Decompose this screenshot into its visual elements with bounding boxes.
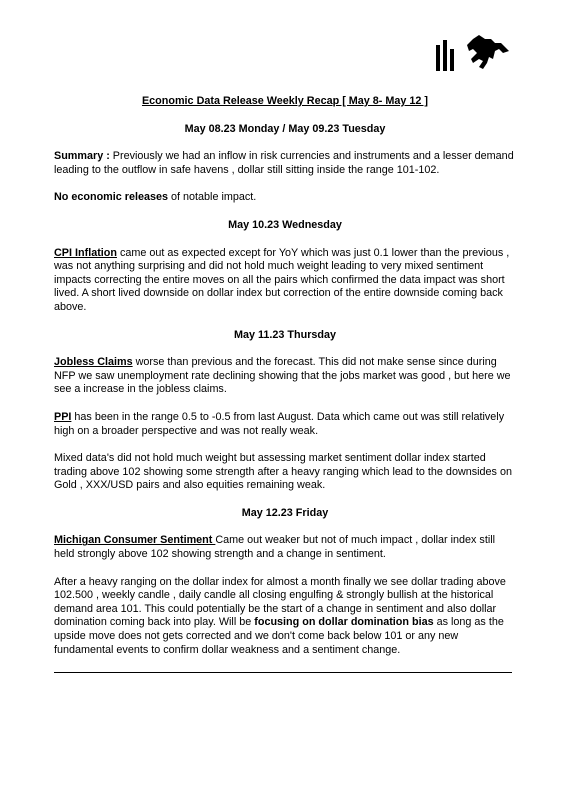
mixed-data-paragraph: Mixed data's did not hold much weight but assessing market sentiment dollar index started trading above 102 showing some strength after a heavy ranging which lead to the downsides on Gold , XXX/USD pairs and also equities remaining weak. <box>54 452 512 492</box>
paragraph-text: Came out weaker but not of much impact , dollar index still held strongly above 102 showing strength and a change in sentiment. <box>54 534 496 561</box>
paragraph-text-tail: as long as the upside move does not gets corrected and we don't come back below 101 or any new fundamental events to confirm dollar weakness and a sentiment change. <box>54 616 504 656</box>
section-heading-friday: May 12.23 Friday <box>241 506 329 519</box>
section-heading-mon-tue: May 08.23 Monday / May 09.23 Tuesday <box>184 122 386 135</box>
paragraph-lead: PPI <box>54 410 72 423</box>
section-heading-wednesday: May 10.23 Wednesday <box>228 218 342 231</box>
jobless-claims-paragraph <box>54 356 516 397</box>
footer-divider <box>54 672 512 673</box>
brand-logo-icon <box>433 33 515 73</box>
paragraph-lead: CPI Inflation <box>54 246 117 259</box>
paragraph-lead: Jobless Claims <box>54 356 133 369</box>
paragraph-text: worse than previous and the forecast. This did not make sense since during NFP we saw unemployment rate declining showing that the jobs market was good , but here we see a increase in the jobless claims. <box>54 356 511 396</box>
recap-document <box>54 95 516 671</box>
no-releases-paragraph <box>54 191 516 205</box>
paragraph-lead: Summary : <box>54 150 110 163</box>
paragraph-emphasis: focusing on dollar domination bias <box>254 616 434 629</box>
cpi-paragraph <box>54 247 516 315</box>
paragraph-text: came out as expected except for YoY which was just 0.1 lower than the previous , was not anything surprising and did not hold much weight leading to very mixed sentiment impacts correcting the entire moves on all the pairs which confirmed the data impact was short lived. A short lived downside on dollar index but correction of the entire downside coming back above. <box>54 246 510 313</box>
section-heading-thursday: May 11.23 Thursday <box>233 328 337 341</box>
paragraph-text: has been in the range 0.5 to -0.5 from last August. Data which came out was still relatively high on a broader perspective and was not really weak. <box>54 410 505 437</box>
ppi-paragraph <box>54 411 516 438</box>
paragraph-text: Previously we had an inflow in risk currencies and instruments and a lesser demand leading to the outflow in safe havens , dollar still sitting inside the range 101-102. <box>54 150 514 176</box>
dollar-outlook-paragraph <box>54 576 516 658</box>
page-title: Economic Data Release Weekly Recap [ May 8- May 12 ] <box>141 95 429 107</box>
summary-paragraph <box>54 150 516 177</box>
paragraph-text: After a heavy ranging on the dollar index for almost a month finally we see dollar trading above 102.500 , weekly candle , daily candle all closing engulfing & strongly bullish at the historical demand area 101. This could potentially be the start of a change in sentiment and also dollar domination coming back into play. Will be <box>54 575 506 629</box>
paragraph-text: of notable impact. <box>168 191 257 204</box>
paragraph-lead: No economic releases <box>54 191 169 204</box>
paragraph-lead: Michigan Consumer Sentiment <box>54 534 216 547</box>
michigan-paragraph <box>54 534 516 561</box>
